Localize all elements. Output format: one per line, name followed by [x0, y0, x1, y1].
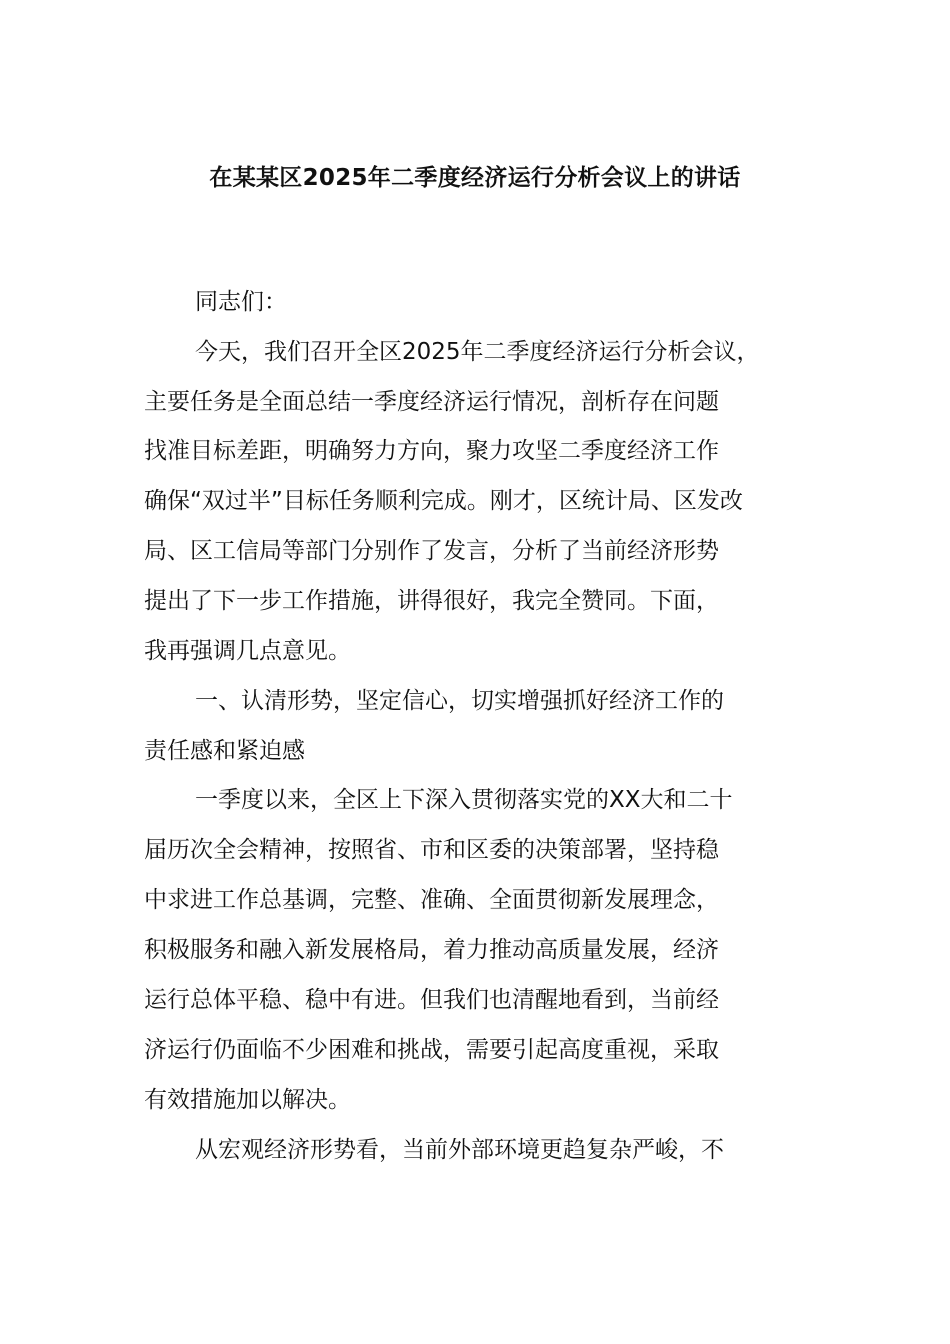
- paragraph-line: 运行总体平稳、稳中有进。但我们也清醒地看到，当前经: [144, 987, 719, 1013]
- section-heading-line: 一、认清形势，坚定信心，切实增强抓好经济工作的: [195, 688, 724, 714]
- paragraph-line: 今天，我们召开全区2025年二季度经济运行分析会议，: [195, 339, 760, 365]
- document-title: 在某某区2025年二季度经济运行分析会议上的讲话: [209, 165, 741, 191]
- paragraph-line: 积极服务和融入新发展格局，着力推动高质量发展，经济: [144, 937, 719, 963]
- paragraph-line: 提出了下一步工作措施，讲得很好，我完全赞同。下面，: [144, 588, 719, 614]
- paragraph-line: 有效措施加以解决。: [144, 1087, 351, 1113]
- paragraph-line: 届历次全会精神，按照省、市和区委的决策部署，坚持稳: [144, 837, 719, 863]
- paragraph-line: 我再强调几点意见。: [144, 638, 351, 664]
- paragraph-line: 确保“双过半”目标任务顺利完成。刚才，区统计局、区发改: [144, 488, 743, 514]
- paragraph-line: 从宏观经济形势看，当前外部环境更趋复杂严峻，不: [195, 1137, 724, 1163]
- paragraph-line: 一季度以来，全区上下深入贯彻落实党的XX大和二十: [195, 787, 733, 813]
- paragraph-line: 济运行仍面临不少困难和挑战，需要引起高度重视，采取: [144, 1037, 719, 1063]
- paragraph-line: 局、区工信局等部门分别作了发言，分析了当前经济形势: [144, 538, 719, 564]
- paragraph-line: 找准目标差距，明确努力方向，聚力攻坚二季度经济工作: [144, 438, 719, 464]
- paragraph-line: 主要任务是全面总结一季度经济运行情况，剖析存在问题: [144, 389, 719, 415]
- section-heading-line: 责任感和紧迫感: [144, 738, 305, 764]
- paragraph-line: 中求进工作总基调，完整、准确、全面贯彻新发展理念，: [144, 887, 719, 913]
- salutation: 同志们：: [195, 289, 287, 315]
